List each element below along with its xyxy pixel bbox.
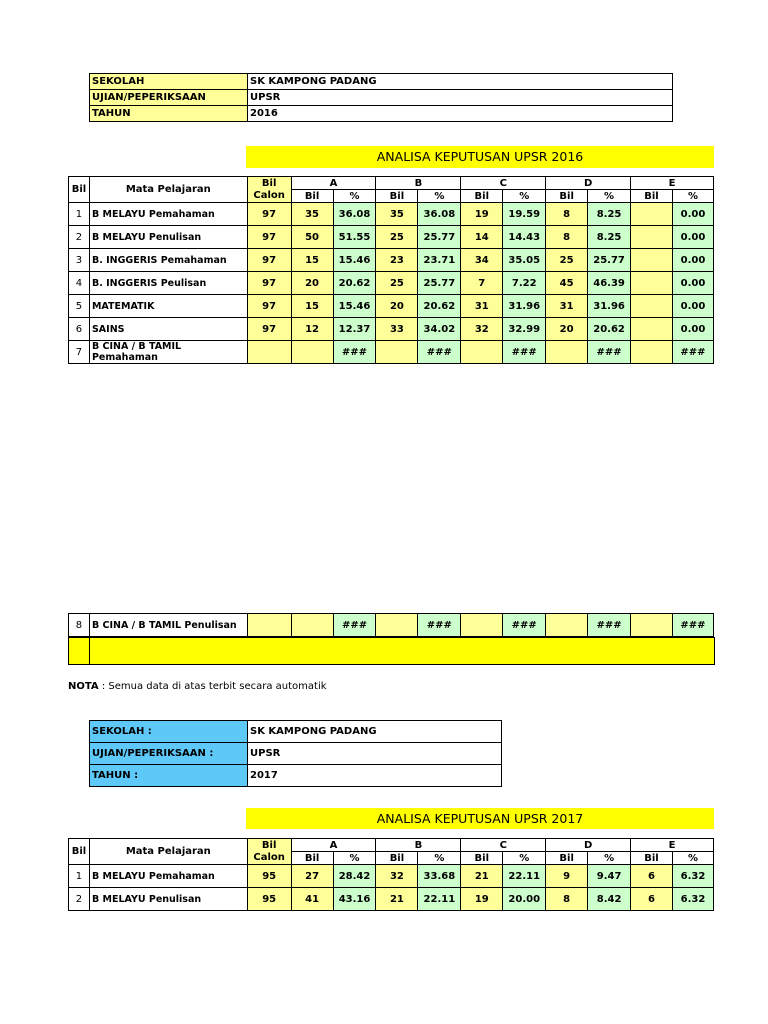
grade-percent: 0.00 <box>672 203 713 226</box>
info-value: UPSR <box>248 743 502 765</box>
info-value: SK KAMPONG PADANG <box>248 721 502 743</box>
table-row <box>69 249 714 272</box>
grade-percent: 35.05 <box>503 249 546 272</box>
grade-percent: ### <box>418 341 461 364</box>
row-number: 7 <box>69 341 90 364</box>
grade-percent: 46.39 <box>588 272 631 295</box>
info-label: TAHUN <box>90 106 248 122</box>
grade-count: 19 <box>461 888 503 911</box>
grade-percent: 31.96 <box>503 295 546 318</box>
info-value: 2016 <box>248 106 673 122</box>
info-value: UPSR <box>248 90 673 106</box>
grade-count: 25 <box>546 249 588 272</box>
info-table-2016 <box>89 73 673 122</box>
row-number: 4 <box>69 272 90 295</box>
grade-count: 33 <box>376 318 418 341</box>
header-calon: Bil Calon <box>247 177 291 203</box>
grade-percent: ### <box>588 614 631 637</box>
info-label: SEKOLAH : <box>90 721 248 743</box>
grade-count: 21 <box>461 865 503 888</box>
grade-count <box>631 249 673 272</box>
grade-percent: 19.59 <box>503 203 546 226</box>
subheader-bil: Bil <box>546 190 588 203</box>
grade-count: 31 <box>461 295 503 318</box>
calon-count: 97 <box>247 249 291 272</box>
info-label: UJIAN/PEPERIKSAAN : <box>90 743 248 765</box>
grade-percent: 0.00 <box>672 318 713 341</box>
title-2016: ANALISA KEPUTUSAN UPSR 2016 <box>246 146 714 168</box>
title-2017: ANALISA KEPUTUSAN UPSR 2017 <box>246 808 714 829</box>
subheader-bil: Bil <box>291 190 333 203</box>
grade-percent: ### <box>672 614 713 637</box>
info-row-tahun <box>90 765 502 787</box>
subheader-bil: Bil <box>546 852 588 865</box>
grade-percent: ### <box>333 341 376 364</box>
grade-percent: 6.32 <box>672 888 713 911</box>
subject-name: B. INGGERIS Pemahaman <box>89 249 247 272</box>
header-grade-a: A <box>291 839 376 852</box>
calon-count: 97 <box>247 226 291 249</box>
subject-name: B MELAYU Penulisan <box>89 226 247 249</box>
subject-name: B MELAYU Pemahaman <box>89 203 247 226</box>
grade-percent: 28.42 <box>333 865 376 888</box>
grade-count: 34 <box>461 249 503 272</box>
row-number: 1 <box>69 203 90 226</box>
grade-percent: 25.77 <box>418 226 461 249</box>
grade-count: 25 <box>376 272 418 295</box>
grade-count: 35 <box>291 203 333 226</box>
grade-percent: 43.16 <box>333 888 376 911</box>
info-table-2017 <box>89 720 502 787</box>
grade-count: 8 <box>546 203 588 226</box>
grade-count: 27 <box>291 865 333 888</box>
grade-count <box>376 341 418 364</box>
subheader-percent: % <box>418 190 461 203</box>
header-grade-e: E <box>631 177 714 190</box>
table-row <box>69 888 714 911</box>
row-number: 3 <box>69 249 90 272</box>
table-row <box>69 226 714 249</box>
nota-label: NOTA <box>68 681 99 692</box>
grade-percent: ### <box>588 341 631 364</box>
subheader-percent: % <box>672 852 713 865</box>
info-label: UJIAN/PEPERIKSAAN <box>90 90 248 106</box>
info-row-sekolah <box>90 721 502 743</box>
subject-name: B MELAYU Penulisan <box>89 888 247 911</box>
grade-percent: 14.43 <box>503 226 546 249</box>
grade-count: 23 <box>376 249 418 272</box>
row-number: 8 <box>69 614 90 637</box>
grade-percent: 31.96 <box>588 295 631 318</box>
grade-percent: 0.00 <box>672 295 713 318</box>
info-row-sekolah <box>90 74 673 90</box>
grade-percent: 8.42 <box>588 888 631 911</box>
grade-count <box>376 614 418 637</box>
grade-count <box>631 226 673 249</box>
table-row <box>69 341 714 364</box>
grade-percent: 15.46 <box>333 249 376 272</box>
grade-percent: 25.77 <box>418 272 461 295</box>
subheader-bil: Bil <box>376 190 418 203</box>
grade-count: 7 <box>461 272 503 295</box>
grade-count: 32 <box>376 865 418 888</box>
grade-count: 31 <box>546 295 588 318</box>
subheader-percent: % <box>503 190 546 203</box>
results-table-2016 <box>68 176 714 364</box>
grade-count <box>631 203 673 226</box>
grade-count: 12 <box>291 318 333 341</box>
subject-name: MATEMATIK <box>89 295 247 318</box>
grade-count <box>461 614 503 637</box>
grade-count <box>631 272 673 295</box>
header-grade-e: E <box>631 839 714 852</box>
table-row <box>69 318 714 341</box>
yellow-total-bar <box>68 637 715 665</box>
info-row-ujian <box>90 743 502 765</box>
grade-percent: 0.00 <box>672 272 713 295</box>
header-bil: Bil <box>69 839 90 865</box>
subject-name: B CINA / B TAMIL Pemahaman <box>89 341 247 364</box>
table-row <box>69 295 714 318</box>
calon-count: 97 <box>247 295 291 318</box>
grade-count: 32 <box>461 318 503 341</box>
calon-count: 97 <box>247 272 291 295</box>
grade-percent: 34.02 <box>418 318 461 341</box>
header-grade-b: B <box>376 839 461 852</box>
row-number: 2 <box>69 888 90 911</box>
grade-percent: 32.99 <box>503 318 546 341</box>
header-grade-b: B <box>376 177 461 190</box>
grade-count: 50 <box>291 226 333 249</box>
results-table-2017 <box>68 838 714 911</box>
grade-count <box>631 295 673 318</box>
grade-count <box>291 614 333 637</box>
grade-count: 8 <box>546 888 588 911</box>
grade-count: 41 <box>291 888 333 911</box>
info-label: SEKOLAH <box>90 74 248 90</box>
grade-percent: 7.22 <box>503 272 546 295</box>
grade-percent: 20.62 <box>418 295 461 318</box>
results-table-2016-row8 <box>68 613 714 637</box>
grade-percent: 51.55 <box>333 226 376 249</box>
subheader-percent: % <box>672 190 713 203</box>
subheader-bil: Bil <box>291 852 333 865</box>
subheader-percent: % <box>333 852 376 865</box>
grade-percent: 8.25 <box>588 203 631 226</box>
header-grade-c: C <box>461 177 546 190</box>
info-value: SK KAMPONG PADANG <box>248 74 673 90</box>
info-row-tahun <box>90 106 673 122</box>
subheader-percent: % <box>503 852 546 865</box>
grade-count: 14 <box>461 226 503 249</box>
grade-percent: ### <box>418 614 461 637</box>
nota <box>68 681 327 692</box>
grade-percent: 22.11 <box>503 865 546 888</box>
grade-percent: 6.32 <box>672 865 713 888</box>
grade-percent: ### <box>503 614 546 637</box>
grade-percent: 33.68 <box>418 865 461 888</box>
grade-percent: 0.00 <box>672 249 713 272</box>
grade-count: 25 <box>376 226 418 249</box>
bar-divider <box>89 637 90 665</box>
grade-percent: ### <box>333 614 376 637</box>
grade-percent: 8.25 <box>588 226 631 249</box>
calon-count: 95 <box>247 888 291 911</box>
grade-percent: 36.08 <box>418 203 461 226</box>
subheader-bil: Bil <box>461 852 503 865</box>
info-row-ujian <box>90 90 673 106</box>
grade-count: 20 <box>291 272 333 295</box>
grade-percent: 0.00 <box>672 226 713 249</box>
calon-count: 97 <box>247 318 291 341</box>
grade-count: 8 <box>546 226 588 249</box>
header-row <box>69 839 714 852</box>
grade-count: 15 <box>291 295 333 318</box>
header-subject: Mata Pelajaran <box>89 177 247 203</box>
nota-text: : Semua data di atas terbit secara automatik <box>98 681 327 692</box>
row-number: 2 <box>69 226 90 249</box>
subject-name: B CINA / B TAMIL Penulisan <box>89 614 247 637</box>
grade-count: 20 <box>376 295 418 318</box>
subheader-percent: % <box>588 852 631 865</box>
subheader-bil: Bil <box>376 852 418 865</box>
subject-name: SAINS <box>89 318 247 341</box>
grade-count <box>546 341 588 364</box>
subject-name: B MELAYU Pemahaman <box>89 865 247 888</box>
calon-count: 97 <box>247 203 291 226</box>
subheader-percent: % <box>418 852 461 865</box>
grade-count: 20 <box>546 318 588 341</box>
grade-count: 19 <box>461 203 503 226</box>
grade-count <box>631 341 673 364</box>
grade-count: 15 <box>291 249 333 272</box>
grade-percent: 25.77 <box>588 249 631 272</box>
subject-name: B. INGGERIS Peulisan <box>89 272 247 295</box>
grade-percent: 12.37 <box>333 318 376 341</box>
grade-percent: 20.62 <box>588 318 631 341</box>
grade-count: 45 <box>546 272 588 295</box>
grade-count: 35 <box>376 203 418 226</box>
grade-count: 9 <box>546 865 588 888</box>
grade-count <box>631 614 673 637</box>
header-grade-d: D <box>546 839 631 852</box>
calon-count: 95 <box>247 865 291 888</box>
header-grade-d: D <box>546 177 631 190</box>
grade-percent: 22.11 <box>418 888 461 911</box>
grade-percent: 15.46 <box>333 295 376 318</box>
header-grade-a: A <box>291 177 376 190</box>
table-row <box>69 203 714 226</box>
calon-count <box>247 614 291 637</box>
header-calon: Bil Calon <box>247 839 291 865</box>
grade-count: 21 <box>376 888 418 911</box>
header-grade-c: C <box>461 839 546 852</box>
grade-count <box>461 341 503 364</box>
header-subject: Mata Pelajaran <box>89 839 247 865</box>
info-value: 2017 <box>248 765 502 787</box>
grade-count <box>546 614 588 637</box>
calon-count <box>247 341 291 364</box>
header-row <box>69 177 714 190</box>
grade-percent: 23.71 <box>418 249 461 272</box>
row-number: 1 <box>69 865 90 888</box>
header-bil: Bil <box>69 177 90 203</box>
table-row <box>69 865 714 888</box>
subheader-bil: Bil <box>461 190 503 203</box>
subheader-percent: % <box>333 190 376 203</box>
info-label: TAHUN : <box>90 765 248 787</box>
grade-count <box>291 341 333 364</box>
grade-count <box>631 318 673 341</box>
grade-count: 6 <box>631 888 673 911</box>
grade-percent: 20.00 <box>503 888 546 911</box>
grade-percent: ### <box>672 341 713 364</box>
row-number: 6 <box>69 318 90 341</box>
grade-percent: 20.62 <box>333 272 376 295</box>
subheader-bil: Bil <box>631 852 673 865</box>
row-number: 5 <box>69 295 90 318</box>
grade-percent: 36.08 <box>333 203 376 226</box>
grade-percent: ### <box>503 341 546 364</box>
subheader-percent: % <box>588 190 631 203</box>
table-row <box>69 614 714 637</box>
table-row <box>69 272 714 295</box>
subheader-bil: Bil <box>631 190 673 203</box>
grade-percent: 9.47 <box>588 865 631 888</box>
grade-count: 6 <box>631 865 673 888</box>
